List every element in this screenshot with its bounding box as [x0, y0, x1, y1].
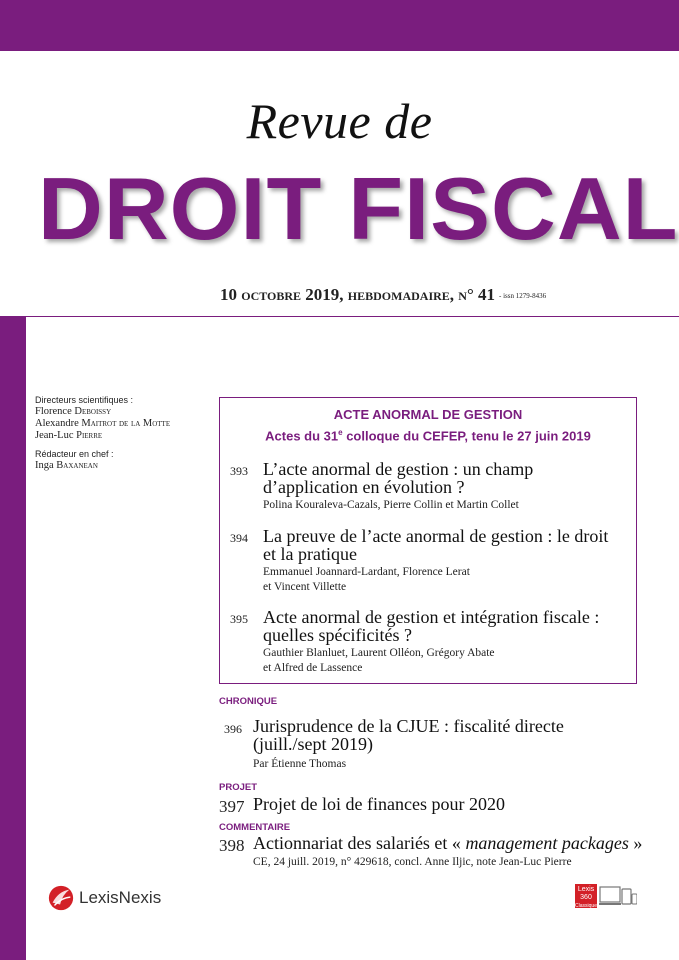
editor-name: Inga Baxanean [35, 460, 98, 471]
editor-label: Rédacteur en chef : [35, 449, 114, 459]
feature-box [219, 397, 637, 684]
section-commentaire: COMMENTAIRE [219, 822, 291, 833]
entry-393-title[interactable]: L’acte anormal de gestion : un champ d’application en évolution ? [263, 459, 534, 497]
section-projet: PROJET [219, 782, 258, 793]
director-2: Alexandre Maitrot de la Motte [35, 418, 171, 429]
entry-398-number: 398 [219, 836, 245, 855]
feature-heading: ACTE ANORMAL DE GESTION [333, 407, 523, 422]
entry-397-number: 397 [219, 797, 245, 816]
entry-396-author: Par Étienne Thomas [253, 758, 347, 770]
entry-394-authors: Emmanuel Joannard-Lardant, Florence Lerat et Vincent Villette [263, 566, 470, 593]
header-divider [26, 316, 679, 317]
lexisnexis-logo-icon [46, 884, 76, 912]
directors-label: Directeurs scientifiques : [35, 395, 134, 405]
masthead-revue-de: Revue de [246, 93, 433, 149]
top-color-bar [0, 0, 679, 51]
entry-397-title[interactable]: Projet de loi de finances pour 2020 [253, 794, 505, 814]
issue-dateline: 10 octobre 2019, hebdomadaire, n° 41 - issn 1279-8436 [220, 285, 547, 304]
entry-395-number: 395 [230, 612, 248, 626]
masthead-droit-fiscal: DROIT FISCAL [38, 159, 679, 258]
editorial-staff [35, 394, 215, 472]
director-1: Florence Deboissy [35, 406, 112, 417]
section-chronique: CHRONIQUE [219, 696, 278, 707]
entry-393-number: 393 [230, 464, 248, 478]
feature-subheading: Actes du 31e colloque du CEFEP, tenu le 27 juin 2019 [265, 428, 591, 444]
issn: - issn 1279-8436 [499, 292, 547, 301]
devices-icon [599, 885, 637, 908]
entry-393-authors: Polina Kouraleva-Cazals, Pierre Collin et Martin Collet [263, 499, 519, 511]
director-3: Jean-Luc Pierre [35, 430, 103, 441]
left-color-bar [0, 316, 26, 960]
entry-394-title[interactable]: La preuve de l’acte anormal de gestion : le droit et la pratique [263, 526, 609, 564]
entry-398-reference: CE, 24 juill. 2019, n° 429618, concl. Anne Iljic, note Jean-Luc Pierre [253, 856, 572, 868]
publisher-name: LexisNexis [79, 888, 162, 907]
entry-396-number: 396 [224, 722, 242, 736]
entry-396-title[interactable]: Jurisprudence de la CJUE : fiscalité directe (juill./sept 2019) [253, 716, 564, 754]
lexis360-badge: Lexis 360 Classique [575, 886, 597, 909]
entry-394-number: 394 [230, 531, 248, 545]
entry-395-title[interactable]: Acte anormal de gestion et intégration fiscale : quelles spécificités ? [263, 607, 600, 645]
entry-398-title[interactable]: Actionnariat des salariés et « management packages » [253, 833, 643, 853]
entry-395-authors: Gauthier Blanluet, Laurent Olléon, Grégory Abate et Alfred de Lassence [263, 647, 495, 674]
